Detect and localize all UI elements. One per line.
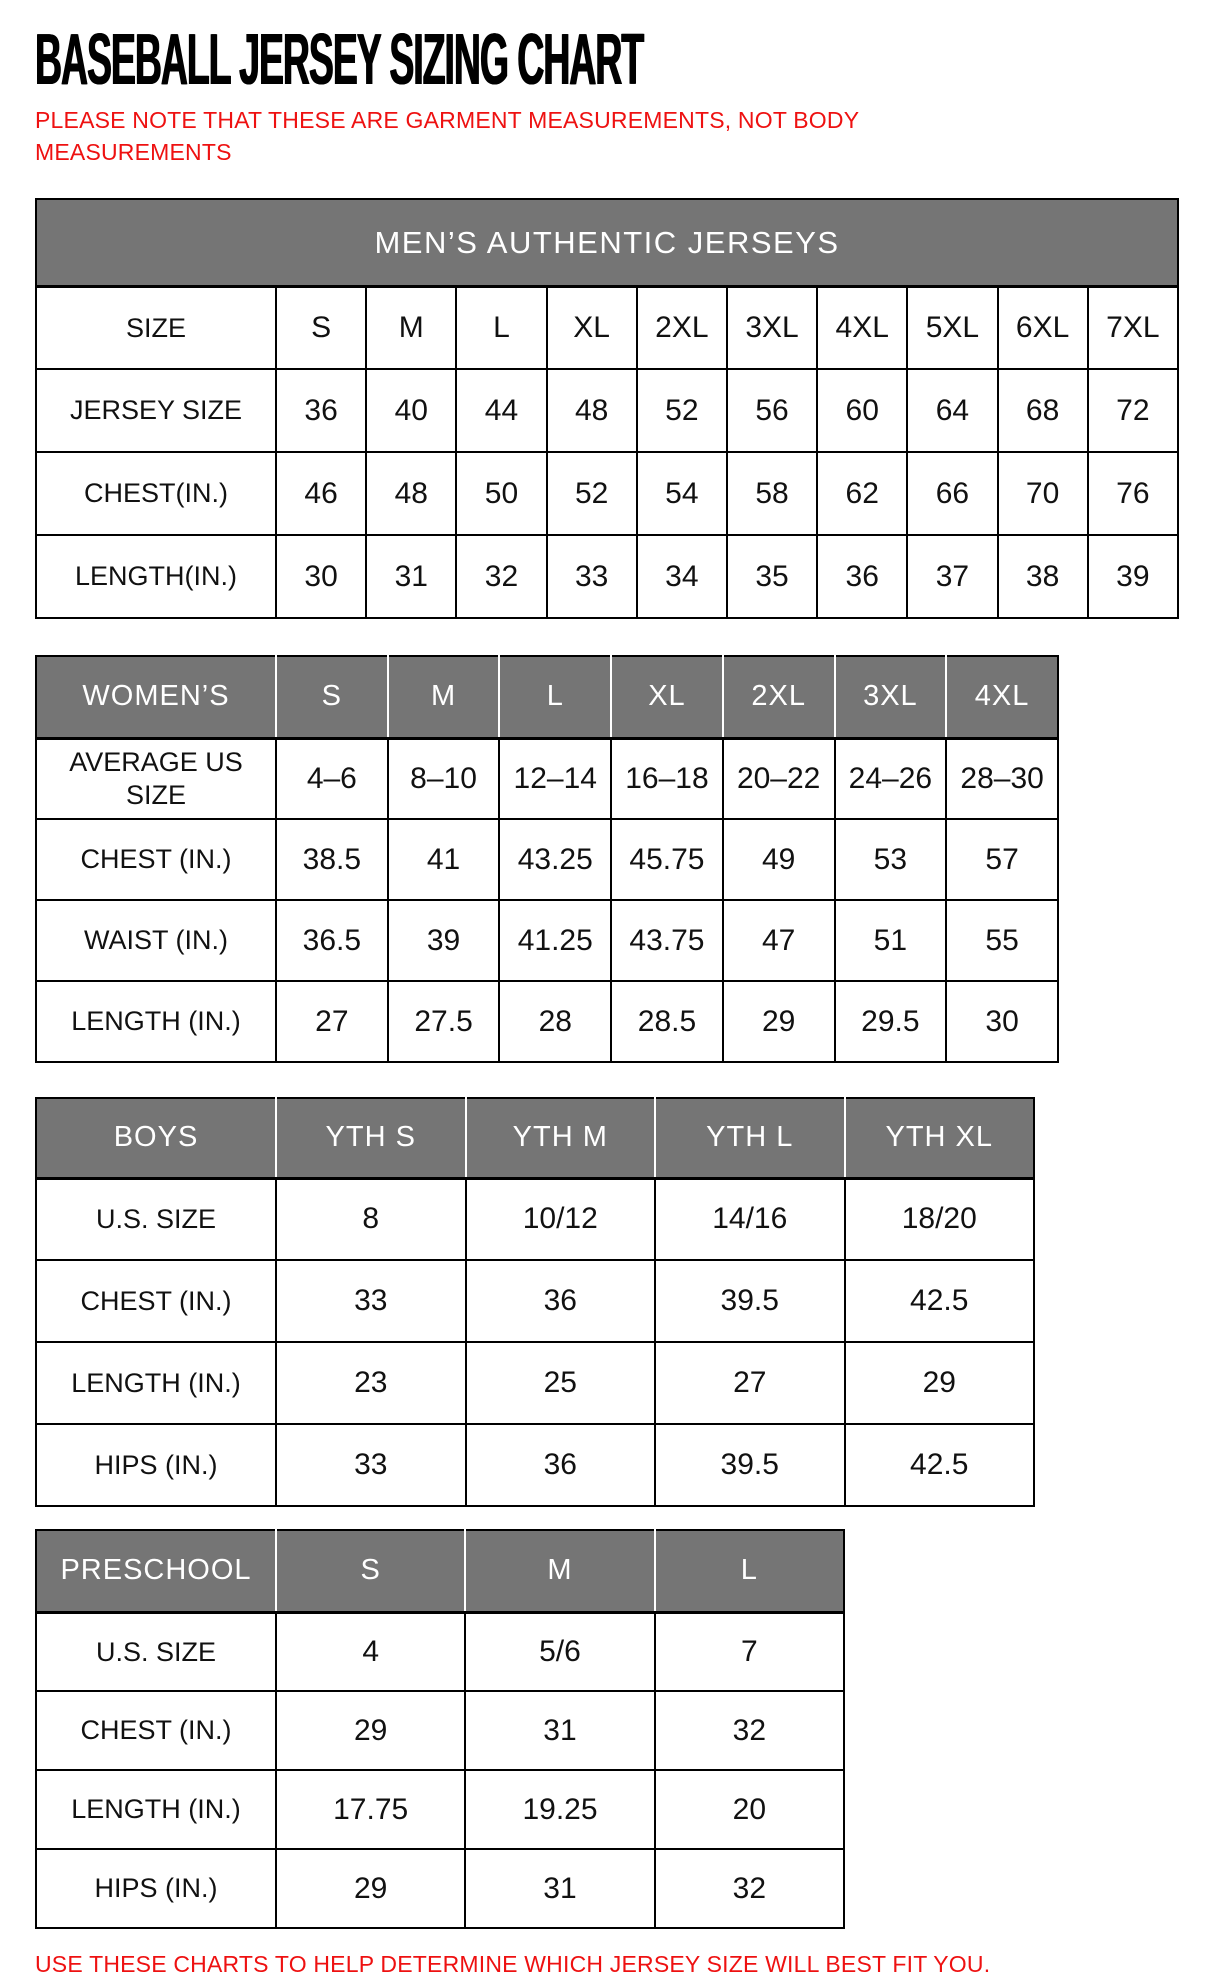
womens-row-0 [36, 738, 1058, 819]
mens-table-body [36, 286, 1178, 618]
womens-cell-r0c2: 12–14 [499, 738, 611, 819]
mens-banner: MEN’S AUTHENTIC JERSEYS [36, 199, 1178, 286]
womens-header-cell-5: 2XL [723, 656, 835, 738]
preschool-row-0 [36, 1612, 844, 1691]
mens-cell-r2c8: 70 [998, 452, 1088, 535]
mens-cell-r3c6: 36 [817, 535, 907, 618]
womens-cell-r1c2: 43.25 [499, 819, 611, 900]
preschool-cell-r0c2: 7 [655, 1612, 844, 1691]
boys-cell-r1c1: 36 [466, 1260, 656, 1342]
boys-table-body [36, 1178, 1034, 1506]
page-title-wrap [35, 20, 1220, 100]
boys-row-2 [36, 1342, 1034, 1424]
womens-header-cell-3: L [499, 656, 611, 738]
preschool-header-cell-3: L [655, 1530, 844, 1612]
mens-cell-r3c4: 34 [637, 535, 727, 618]
boys-header-cell-0: BOYS [36, 1098, 276, 1178]
preschool-row-label-2: LENGTH (IN.) [36, 1770, 276, 1849]
boys-header-cell-2: YTH M [466, 1098, 656, 1178]
boys-row-0 [36, 1178, 1034, 1260]
boys-row-label-2: LENGTH (IN.) [36, 1342, 276, 1424]
boys-sizing-table [35, 1097, 1035, 1507]
boys-cell-r2c1: 25 [466, 1342, 656, 1424]
mens-cell-r0c0: S [276, 286, 366, 369]
womens-cell-r2c3: 43.75 [611, 900, 723, 981]
mens-cell-r3c7: 37 [907, 535, 997, 618]
womens-cell-r2c4: 47 [723, 900, 835, 981]
boys-header-cell-4: YTH XL [845, 1098, 1035, 1178]
preschool-header-cell-0: PRESCHOOL [36, 1530, 276, 1612]
womens-row-label-2: WAIST (IN.) [36, 900, 276, 981]
boys-cell-r0c0: 8 [276, 1178, 466, 1260]
mens-cell-r0c6: 4XL [817, 286, 907, 369]
womens-header-cell-2: M [388, 656, 500, 738]
womens-cell-r1c5: 53 [835, 819, 947, 900]
mens-row-1 [36, 369, 1178, 452]
womens-row-1 [36, 819, 1058, 900]
womens-row-label-0: AVERAGE US SIZE [36, 738, 276, 819]
mens-cell-r1c9: 72 [1088, 369, 1178, 452]
womens-cell-r1c3: 45.75 [611, 819, 723, 900]
womens-cell-r1c6: 57 [946, 819, 1058, 900]
mens-cell-r0c9: 7XL [1088, 286, 1178, 369]
womens-cell-r3c3: 28.5 [611, 981, 723, 1062]
mens-cell-r3c9: 39 [1088, 535, 1178, 618]
womens-header-cell-7: 4XL [946, 656, 1058, 738]
mens-cell-r0c7: 5XL [907, 286, 997, 369]
mens-cell-r3c3: 33 [547, 535, 637, 618]
womens-header-cell-1: S [276, 656, 388, 738]
mens-cell-r1c0: 36 [276, 369, 366, 452]
mens-cell-r2c6: 62 [817, 452, 907, 535]
womens-header-cell-6: 3XL [835, 656, 947, 738]
preschool-cell-r2c0: 17.75 [276, 1770, 465, 1849]
womens-cell-r0c3: 16–18 [611, 738, 723, 819]
mens-cell-r2c4: 54 [637, 452, 727, 535]
mens-cell-r2c1: 48 [366, 452, 456, 535]
preschool-cell-r0c0: 4 [276, 1612, 465, 1691]
preschool-row-label-1: CHEST (IN.) [36, 1691, 276, 1770]
preschool-header-cell-2: M [465, 1530, 654, 1612]
womens-cell-r1c1: 41 [388, 819, 500, 900]
womens-cell-r2c1: 39 [388, 900, 500, 981]
fit-advice-note: USE THESE CHARTS TO HELP DETERMINE WHICH JERSEY SIZE WILL BEST FIT YOU. [35, 1951, 991, 1977]
boys-cell-r2c3: 29 [845, 1342, 1035, 1424]
preschool-cell-r2c2: 20 [655, 1770, 844, 1849]
womens-cell-r2c0: 36.5 [276, 900, 388, 981]
preschool-row-3 [36, 1849, 844, 1928]
mens-cell-r1c2: 44 [456, 369, 546, 452]
womens-row-label-3: LENGTH (IN.) [36, 981, 276, 1062]
mens-cell-r3c2: 32 [456, 535, 546, 618]
mens-cell-r1c8: 68 [998, 369, 1088, 452]
womens-cell-r3c1: 27.5 [388, 981, 500, 1062]
preschool-row-2 [36, 1770, 844, 1849]
womens-header-cell-4: XL [611, 656, 723, 738]
womens-header-row [36, 656, 1058, 738]
womens-cell-r2c6: 55 [946, 900, 1058, 981]
mens-row-label-2: CHEST(IN.) [36, 452, 276, 535]
boys-header-row [36, 1098, 1034, 1178]
mens-row-0 [36, 286, 1178, 369]
mens-cell-r1c4: 52 [637, 369, 727, 452]
boys-cell-r3c0: 33 [276, 1424, 466, 1506]
womens-cell-r0c4: 20–22 [723, 738, 835, 819]
mens-row-label-0: SIZE [36, 286, 276, 369]
mens-row-label-1: JERSEY SIZE [36, 369, 276, 452]
mens-cell-r1c7: 64 [907, 369, 997, 452]
boys-row-label-3: HIPS (IN.) [36, 1424, 276, 1506]
boys-row-1 [36, 1260, 1034, 1342]
preschool-cell-r3c1: 31 [465, 1849, 654, 1928]
boys-cell-r2c0: 23 [276, 1342, 466, 1424]
womens-row-label-1: CHEST (IN.) [36, 819, 276, 900]
boys-cell-r0c3: 18/20 [845, 1178, 1035, 1260]
womens-cell-r3c4: 29 [723, 981, 835, 1062]
womens-cell-r0c5: 24–26 [835, 738, 947, 819]
mens-header-row [36, 199, 1178, 286]
boys-cell-r3c3: 42.5 [845, 1424, 1035, 1506]
boys-row-label-1: CHEST (IN.) [36, 1260, 276, 1342]
preschool-cell-r1c2: 32 [655, 1691, 844, 1770]
boys-cell-r2c2: 27 [655, 1342, 845, 1424]
boys-cell-r3c1: 36 [466, 1424, 656, 1506]
boys-row-3 [36, 1424, 1034, 1506]
preschool-cell-r3c2: 32 [655, 1849, 844, 1928]
womens-table-header [36, 656, 1058, 738]
boys-cell-r0c1: 10/12 [466, 1178, 656, 1260]
mens-table-header [36, 199, 1178, 286]
mens-authentic-jerseys-table [35, 198, 1179, 619]
mens-cell-r0c4: 2XL [637, 286, 727, 369]
mens-cell-r0c8: 6XL [998, 286, 1088, 369]
womens-cell-r1c0: 38.5 [276, 819, 388, 900]
mens-cell-r3c5: 35 [727, 535, 817, 618]
preschool-cell-r0c1: 5/6 [465, 1612, 654, 1691]
preschool-row-label-0: U.S. SIZE [36, 1612, 276, 1691]
garment-measurements-note: PLEASE NOTE THAT THESE ARE GARMENT MEASUREMENTS, NOT BODY MEASUREMENTS [35, 107, 859, 165]
preschool-table-header [36, 1530, 844, 1612]
womens-cell-r0c1: 8–10 [388, 738, 500, 819]
mens-row-3 [36, 535, 1178, 618]
mens-cell-r3c1: 31 [366, 535, 456, 618]
womens-cell-r0c0: 4–6 [276, 738, 388, 819]
mens-cell-r2c3: 52 [547, 452, 637, 535]
mens-cell-r2c2: 50 [456, 452, 546, 535]
mens-cell-r2c5: 58 [727, 452, 817, 535]
womens-cell-r3c2: 28 [499, 981, 611, 1062]
mens-cell-r0c5: 3XL [727, 286, 817, 369]
mens-cell-r1c5: 56 [727, 369, 817, 452]
preschool-row-1 [36, 1691, 844, 1770]
boys-cell-r1c2: 39.5 [655, 1260, 845, 1342]
preschool-sizing-table [35, 1529, 845, 1929]
womens-cell-r3c5: 29.5 [835, 981, 947, 1062]
boys-table-header [36, 1098, 1034, 1178]
womens-header-cell-0: WOMEN’S [36, 656, 276, 738]
womens-cell-r3c6: 30 [946, 981, 1058, 1062]
mens-cell-r1c3: 48 [547, 369, 637, 452]
womens-cell-r0c6: 28–30 [946, 738, 1058, 819]
preschool-cell-r2c1: 19.25 [465, 1770, 654, 1849]
preschool-header-row [36, 1530, 844, 1612]
boys-header-cell-1: YTH S [276, 1098, 466, 1178]
mens-cell-r2c0: 46 [276, 452, 366, 535]
boys-cell-r1c3: 42.5 [845, 1260, 1035, 1342]
mens-cell-r3c0: 30 [276, 535, 366, 618]
boys-row-label-0: U.S. SIZE [36, 1178, 276, 1260]
preschool-cell-r1c0: 29 [276, 1691, 465, 1770]
womens-cell-r2c5: 51 [835, 900, 947, 981]
boys-cell-r1c0: 33 [276, 1260, 466, 1342]
mens-cell-r2c9: 76 [1088, 452, 1178, 535]
womens-cell-r2c2: 41.25 [499, 900, 611, 981]
mens-cell-r0c1: M [366, 286, 456, 369]
mens-row-label-3: LENGTH(IN.) [36, 535, 276, 618]
womens-cell-r3c0: 27 [276, 981, 388, 1062]
preschool-cell-r1c1: 31 [465, 1691, 654, 1770]
mens-cell-r2c7: 66 [907, 452, 997, 535]
preschool-header-cell-1: S [276, 1530, 465, 1612]
preschool-row-label-3: HIPS (IN.) [36, 1849, 276, 1928]
boys-cell-r0c2: 14/16 [655, 1178, 845, 1260]
boys-header-cell-3: YTH L [655, 1098, 845, 1178]
mens-cell-r1c1: 40 [366, 369, 456, 452]
womens-cell-r1c4: 49 [723, 819, 835, 900]
womens-row-2 [36, 900, 1058, 981]
womens-table-body [36, 738, 1058, 1062]
mens-cell-r0c2: L [456, 286, 546, 369]
boys-cell-r3c2: 39.5 [655, 1424, 845, 1506]
page-title: BASEBALL JERSEY SIZING CHART [35, 20, 644, 100]
mens-cell-r1c6: 60 [817, 369, 907, 452]
womens-row-3 [36, 981, 1058, 1062]
womens-sizing-table [35, 655, 1059, 1063]
preschool-cell-r3c0: 29 [276, 1849, 465, 1928]
mens-cell-r0c3: XL [547, 286, 637, 369]
mens-cell-r3c8: 38 [998, 535, 1088, 618]
preschool-table-body [36, 1612, 844, 1928]
mens-row-2 [36, 452, 1178, 535]
